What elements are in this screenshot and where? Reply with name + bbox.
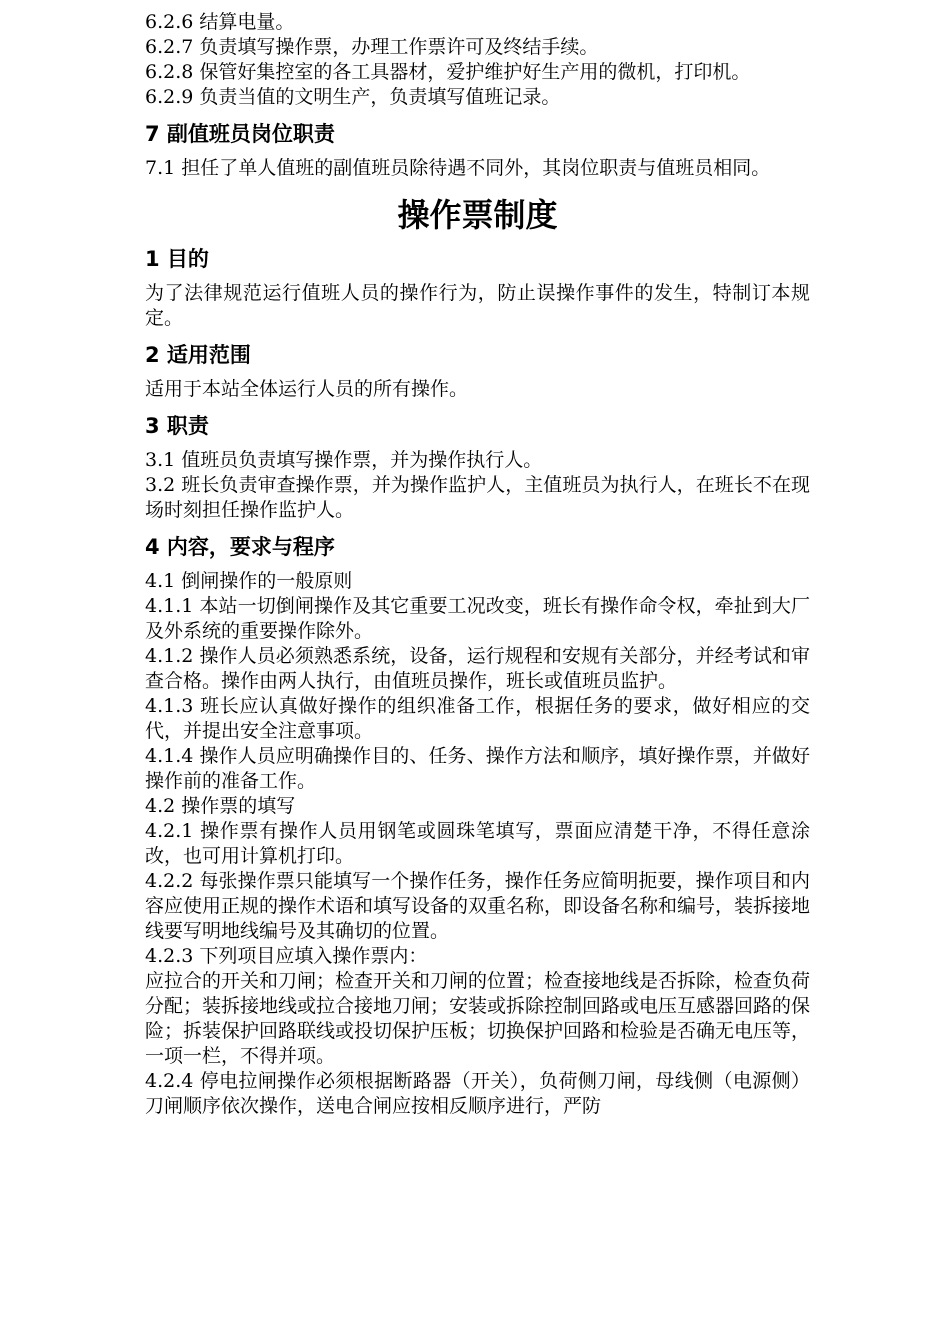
paragraph-4-2-3: 4.2.3 下列项目应填入操作票内： (145, 945, 428, 967)
heading-responsibilities: 3 职责 (145, 414, 209, 438)
paragraph-purpose: 为了法律规范运行值班人员的操作行为，防止误操作事件的发生，特制订本规定。 (145, 282, 810, 329)
heading-section-7: 7 副值班员岗位职责 (145, 122, 335, 146)
paragraph-4-2-1: 4.2.1 操作票有操作人员用钢笔或圆珠笔填写，票面应清楚干净，不得任意涂改，也可用计算机打印。 (145, 820, 810, 867)
paragraph-3-2: 3.2 班长负责审查操作票，并为操作监护人，主值班员为执行人，在班长不在现场时刻担任操作监护人。 (145, 474, 810, 521)
paragraph-4-1-1: 4.1.1 本站一切倒闸操作及其它重要工况改变，班长有操作命令权，牵扯到大厂及外系统的重要操作除外。 (145, 595, 810, 642)
paragraph-3-1: 3.1 值班员负责填写操作票，并为操作执行人。 (145, 449, 543, 471)
paragraph-4-2-3-items: 应拉合的开关和刀闸；检查开关和刀闸的位置；检查接地线是否拆除，检查负荷分配；装拆接地线或拉合接地刀闸；安装或拆除控制回路或电压互感器回路的保险；拆装保护回路联线或投切保护压板；切换保护回路和检验是否确无电压等，一项一栏，不得并项。 (145, 970, 811, 1067)
paragraph-4-1: 4.1 倒闸操作的一般原则 (145, 570, 353, 592)
paragraph-4-1-4: 4.1.4 操作人员应明确操作目的、任务、操作方法和顺序，填好操作票，并做好操作前的准备工作。 (145, 745, 810, 792)
paragraph-scope: 适用于本站全体运行人员的所有操作。 (145, 378, 469, 400)
heading-scope: 2 适用范围 (145, 343, 251, 367)
paragraph-4-2-4: 4.2.4 停电拉闸操作必须根据断路器（开关），负荷侧刀闸，母线侧（电源侧）刀闸顺序依次操作，送电合闸应按相反顺序进行，严防 (145, 1070, 810, 1117)
paragraph-6-2-8: 6.2.8 保管好集控室的各工具器材，爱护维护好生产用的微机，打印机。 (145, 61, 751, 83)
paragraph-6-2-9: 6.2.9 负责当值的文明生产，负责填写值班记录。 (145, 86, 561, 108)
paragraph-4-1-3: 4.1.3 班长应认真做好操作的组织准备工作，根据任务的要求，做好相应的交代，并提出安全注意事项。 (145, 695, 810, 742)
document-title: 操作票制度 (397, 196, 558, 234)
heading-content: 4 内容，要求与程序 (145, 535, 335, 559)
paragraph-4-2-2: 4.2.2 每张操作票只能填写一个操作任务，操作任务应简明扼要，操作项目和内容应使用正规的操作术语和填写设备的双重名称，即设备名称和编号，装拆接地线要写明地线编号及其确切的位置。 (145, 870, 811, 942)
paragraph-4-1-2: 4.1.2 操作人员必须熟悉系统，设备，运行规程和安规有关部分，并经考试和审查合格。操作由两人执行，由值班员操作，班长或值班员监护。 (145, 645, 810, 692)
heading-purpose: 1 目的 (145, 247, 209, 271)
document-page (145, 10, 810, 1119)
paragraph-4-2: 4.2 操作票的填写 (145, 795, 296, 817)
paragraph-6-2-6: 6.2.6 结算电量。 (145, 11, 295, 33)
paragraph-7-1: 7.1 担任了单人值班的副值班员除待遇不同外，其岗位职责与值班员相同。 (145, 157, 771, 179)
paragraph-6-2-7: 6.2.7 负责填写操作票，办理工作票许可及终结手续。 (145, 36, 599, 58)
